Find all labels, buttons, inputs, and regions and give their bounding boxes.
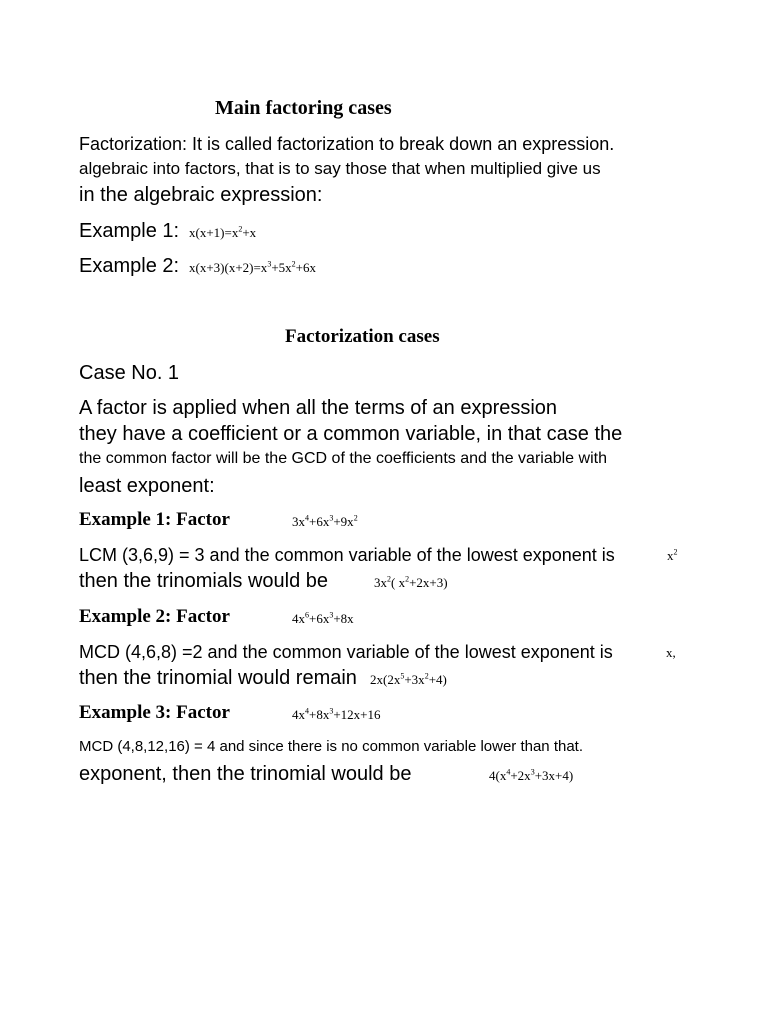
example-2-label: Example 2: — [79, 255, 180, 277]
intro-line-1: Factorization: It is called factorization to break down an expression. — [79, 134, 615, 154]
example-1-formula: $x(x+1)=x^2+x$ — [189, 224, 257, 240]
factor-example-2-variable: x, — [666, 645, 676, 660]
factor-example-3-label: Example 3: Factor — [79, 702, 230, 723]
factor-example-1-expression: $3x^4+6x^3+9x^2$ — [292, 513, 358, 529]
example-1-label: Example 1: — [79, 220, 180, 242]
factor-example-1-result: $3x^2$( $x^2+2x+3$) — [374, 574, 448, 590]
case-line-4: least exponent: — [79, 475, 215, 497]
case-line-1: A factor is applied when all the terms of an expression — [79, 397, 558, 419]
factor-example-1-variable: $x^2$ — [667, 547, 678, 563]
factor-example-2-result: $2x(2x^5+3x^2+4)$ — [370, 671, 447, 687]
factor-example-3-text-1: MCD (4,8,12,16) = 4 and since there is no common variable lower than that. — [79, 738, 584, 755]
factor-example-1-text-1: LCM (3,6,9) = 3 and the common variable of the lowest exponent is — [79, 545, 615, 565]
factor-example-3-expression: $4x^4+8x^3+12x+16$ — [292, 706, 381, 722]
case-line-3: the common factor will be the GCD of the coefficients and the variable with — [79, 450, 607, 467]
intro-line-3: in the algebraic expression: — [79, 184, 323, 206]
factor-example-2-text-2: then the trinomial would remain — [79, 667, 357, 689]
factor-example-1-text-2: then the trinomials would be — [79, 570, 329, 592]
factor-example-2-text-1: MCD (4,6,8) =2 and the common variable of the lowest exponent is — [79, 642, 613, 662]
page-title: Main factoring cases — [215, 97, 392, 119]
intro-line-2: algebraic into factors, that is to say those that when multiplied give us — [79, 159, 601, 178]
factor-example-1-label: Example 1: Factor — [79, 509, 230, 530]
factor-example-2-expression: $4x^6+6x^3+8x$ — [292, 610, 354, 626]
section-heading: Factorization cases — [285, 326, 440, 347]
factor-example-3-result: $4(x^4+2x^3+3x+4)$ — [489, 767, 574, 783]
factor-example-3-text-2: exponent, then the trinomial would be — [79, 763, 412, 785]
factor-example-2-label: Example 2: Factor — [79, 606, 230, 627]
case-title: Case No. 1 — [79, 362, 180, 384]
example-2-formula: $x(x+3)(x+2)=x^3+5x^2+6x$ — [189, 259, 316, 275]
case-line-2: they have a coefficient or a common variable, in that case the — [79, 423, 623, 445]
